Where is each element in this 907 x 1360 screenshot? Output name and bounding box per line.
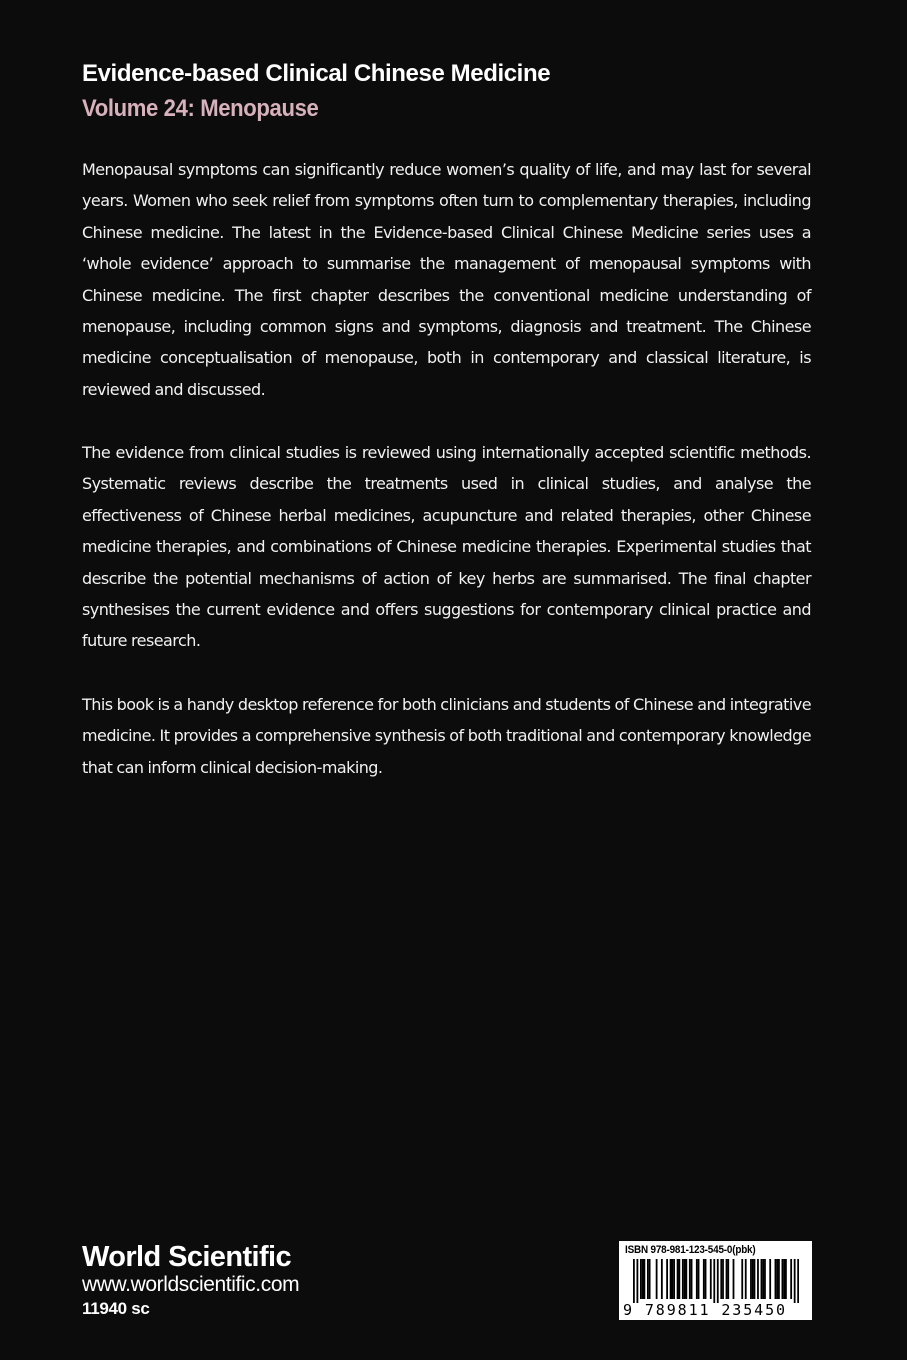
- barcode-bar: [764, 1259, 766, 1299]
- barcode-bar: [649, 1259, 651, 1299]
- barcode-bar: [717, 1259, 719, 1305]
- barcode-bar: [682, 1259, 684, 1299]
- barcode-bar: [633, 1259, 635, 1305]
- barcode-bar: [745, 1259, 747, 1299]
- barcode-bar: [752, 1259, 754, 1299]
- barcode-bar: [670, 1259, 672, 1299]
- barcode-bar: [684, 1259, 686, 1299]
- barcode-bar: [677, 1259, 679, 1299]
- barcode-bar: [671, 1259, 673, 1299]
- barcode-bar: [720, 1259, 722, 1299]
- barcode-bar: [754, 1259, 756, 1299]
- barcode-bar: [762, 1259, 764, 1299]
- barcode-bar: [698, 1259, 700, 1299]
- barcode-bar: [797, 1259, 799, 1305]
- barcode-digits: 9 789811 235450: [623, 1301, 787, 1319]
- barcode-bar: [727, 1259, 729, 1299]
- barcode-bar: [750, 1259, 752, 1299]
- barcode-bar: [790, 1259, 792, 1299]
- barcode-bar: [783, 1259, 785, 1299]
- barcode-bar: [691, 1259, 693, 1299]
- blurb-paragraph-3: This book is a handy desktop reference for both clinicians and students of Chinese and integrative medicine. It provides a comprehensive synthesis of both traditional and contemporary knowledge that can inform clinical decision-making.: [82, 695, 811, 777]
- barcode-bar: [775, 1259, 777, 1299]
- isbn-label: ISBN 978-981-123-545-0(pbk): [625, 1244, 756, 1256]
- barcode-bar: [713, 1259, 715, 1305]
- publisher-name: World Scientific: [82, 1241, 292, 1273]
- isbn-barcode: [619, 1241, 812, 1320]
- barcode-bar: [778, 1259, 780, 1299]
- barcode-bar: [785, 1259, 787, 1299]
- product-code: 11940 sc: [82, 1299, 150, 1318]
- barcode-bar: [642, 1259, 644, 1299]
- publisher-url: www.worldscientific.com: [82, 1273, 300, 1296]
- barcode-bar: [685, 1259, 687, 1299]
- barcode-bar: [733, 1259, 735, 1299]
- blurb-paragraph-2: The evidence from clinical studies is reviewed using internationally accepted scientific methods. Systematic reviews describe the treatments used in clinical studies, and analyse the effectiveness of Chinese herbal medicines, acupuncture and related therapies, other Chinese medicine therapies, and combinations of Chinese medicine therapies. Experimental studies that describe the potential mechanisms of action of key herbs are summarised. The final chapter synthesises the current evidence and offers suggestions for contemporary clinical practice and future research.: [82, 443, 811, 651]
- barcode-bar: [705, 1259, 707, 1299]
- barcode-bar: [673, 1259, 675, 1299]
- barcode-bar: [769, 1259, 771, 1299]
- volume-title: Volume 24: Menopause: [82, 95, 319, 122]
- barcode-bar: [782, 1259, 784, 1299]
- barcode-bar: [726, 1259, 728, 1299]
- barcode-bar: [761, 1259, 763, 1299]
- barcode-bar: [776, 1259, 778, 1299]
- barcode-bar: [757, 1259, 759, 1299]
- barcode-bar: [643, 1259, 645, 1299]
- barcode-bar: [794, 1259, 796, 1305]
- barcode-bar: [741, 1259, 743, 1299]
- barcode-bars: [633, 1259, 799, 1305]
- barcode-bar: [678, 1259, 680, 1299]
- barcode-bar: [656, 1259, 658, 1299]
- barcode-bar: [661, 1259, 663, 1299]
- barcode-bar: [696, 1259, 698, 1299]
- barcode-bar: [666, 1259, 668, 1299]
- barcode-bar: [710, 1259, 712, 1299]
- series-title: Evidence-based Clinical Chinese Medicine: [82, 60, 551, 87]
- barcode-bar: [689, 1259, 691, 1299]
- barcode-bar: [722, 1259, 724, 1299]
- blurb-paragraph-1: Menopausal symptoms can significantly reduce women’s quality of life, and may last for several years. Women who seek relief from symptoms often turn to complementary therapies, including Chinese medicine. The latest in the Evidence-based Clinical Chinese Medicine series uses a ‘whole evidence’ approach to summarise the management of menopausal symptoms with Chinese medicine. The first chapter describes the conventional medicine understanding of menopause, including common signs and symptoms, diagnosis and treatment. The Chinese medicine conceptualisation of menopause, both in contemporary and classical literature, is reviewed and discussed.: [82, 160, 811, 399]
- barcode-bar: [640, 1259, 642, 1299]
- barcode-bar: [647, 1259, 649, 1299]
- barcode-bar: [636, 1259, 638, 1305]
- barcode-bar: [703, 1259, 705, 1299]
